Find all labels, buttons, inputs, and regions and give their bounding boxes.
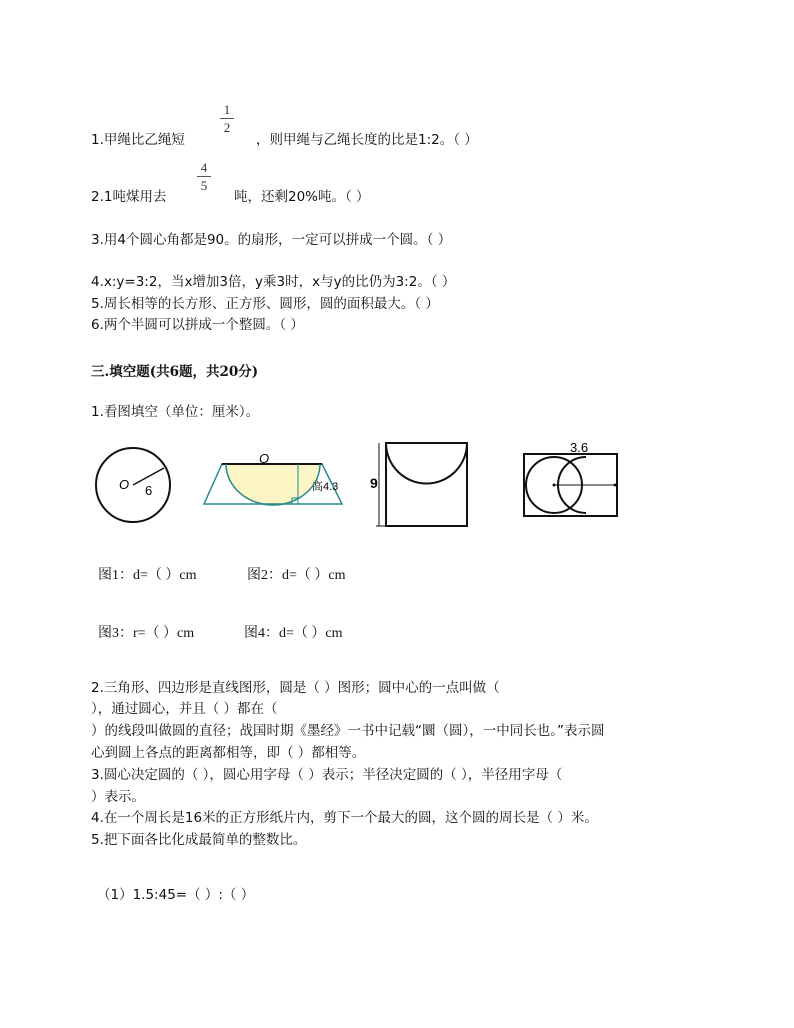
- judge-q3: 3.用4个圆心角都是90。的扇形，一定可以拼成一个圆。（ ）: [91, 232, 452, 248]
- figure-1-center-label: O: [119, 477, 130, 492]
- figure-3-side-label: 9: [370, 475, 378, 491]
- caption-figure-4: 图4：d=（ ）cm: [244, 626, 343, 641]
- fill-q2-line4: 心到圆上各点的距离都相等，即（ ）都相等。: [91, 745, 366, 761]
- figure-3-square-semicircle: [368, 440, 472, 530]
- fraction-denominator: 5: [200, 178, 208, 193]
- fill-q1-intro: 1.看图填空（单位：厘米）。: [91, 404, 260, 420]
- judge-q1-pre: 1.甲绳比乙绳短: [91, 132, 185, 148]
- fill-q2-line2: ），通过圆心，并且（ ）都在（: [91, 701, 278, 717]
- figure-4-top-label: 3.6: [570, 440, 589, 455]
- fraction-four-fifths: [197, 160, 211, 193]
- fill-q2-line3: ）的线段叫做圆的直径；战国时期《墨经》一书中记载“圜（圆），一中同长也。”表示圆: [91, 723, 605, 739]
- judge-q1: [91, 131, 185, 149]
- fraction-one-half: [220, 102, 234, 135]
- figure-4-rectangle-circles: [520, 440, 624, 522]
- fill-q4: 4.在一个周长是16米的正方形纸片内，剪下一个最大的圆，这个圆的周长是（ ）米。: [91, 810, 598, 826]
- caption-figure-2: 图2：d=（ ）cm: [247, 568, 346, 583]
- figure-1-radius-label: 6: [145, 483, 153, 498]
- judge-q5: 5.周长相等的长方形、正方形、圆形，圆的面积最大。（ ）: [91, 296, 439, 312]
- figure-2-height-label: 高4.3: [312, 481, 339, 493]
- judge-q6: 6.两个半圆可以拼成一个整圆。（ ）: [91, 317, 304, 333]
- judge-q4: 4.x:y=3:2，当x增加3倍，y乘3时，x与y的比仍为3:2。（ ）: [91, 274, 456, 290]
- caption-figure-1: 图1：d=（ ）cm: [98, 568, 197, 583]
- figure-2-semicircle-trapezoid: [202, 452, 352, 512]
- judge-q2-post: 吨，还剩20%吨。（ ）: [234, 189, 370, 205]
- fraction-denominator: 2: [223, 120, 231, 135]
- section-title: 三.填空题(共6题，共20分): [91, 364, 259, 380]
- figure-2-center-label: O: [259, 452, 270, 466]
- figure-1-circle: [94, 446, 174, 526]
- caption-figure-3: 图3：r=（ ）cm: [98, 626, 195, 641]
- judge-q1-post: ，则甲绳与乙绳长度的比是1:2。（ ）: [256, 132, 478, 148]
- fill-q3-line2: ）表示。: [91, 789, 145, 805]
- fill-q5: 5.把下面各比化成最简单的整数比。: [91, 832, 307, 848]
- fill-q5-sub1: （1）1.5:45=（ ）:（ ）: [97, 887, 255, 903]
- fill-q2-line1: 2.三角形、四边形是直线图形，圆是（ ）图形；圆中心的一点叫做（: [91, 680, 500, 696]
- fraction-numerator: 4: [200, 160, 208, 175]
- fraction-numerator: 1: [223, 102, 231, 117]
- fill-q3-line1: 3.圆心决定圆的（ ），圆心用字母（ ）表示；半径决定圆的（ ），半径用字母（: [91, 767, 563, 783]
- judge-q2-pre: 2.1吨煤用去: [91, 189, 167, 205]
